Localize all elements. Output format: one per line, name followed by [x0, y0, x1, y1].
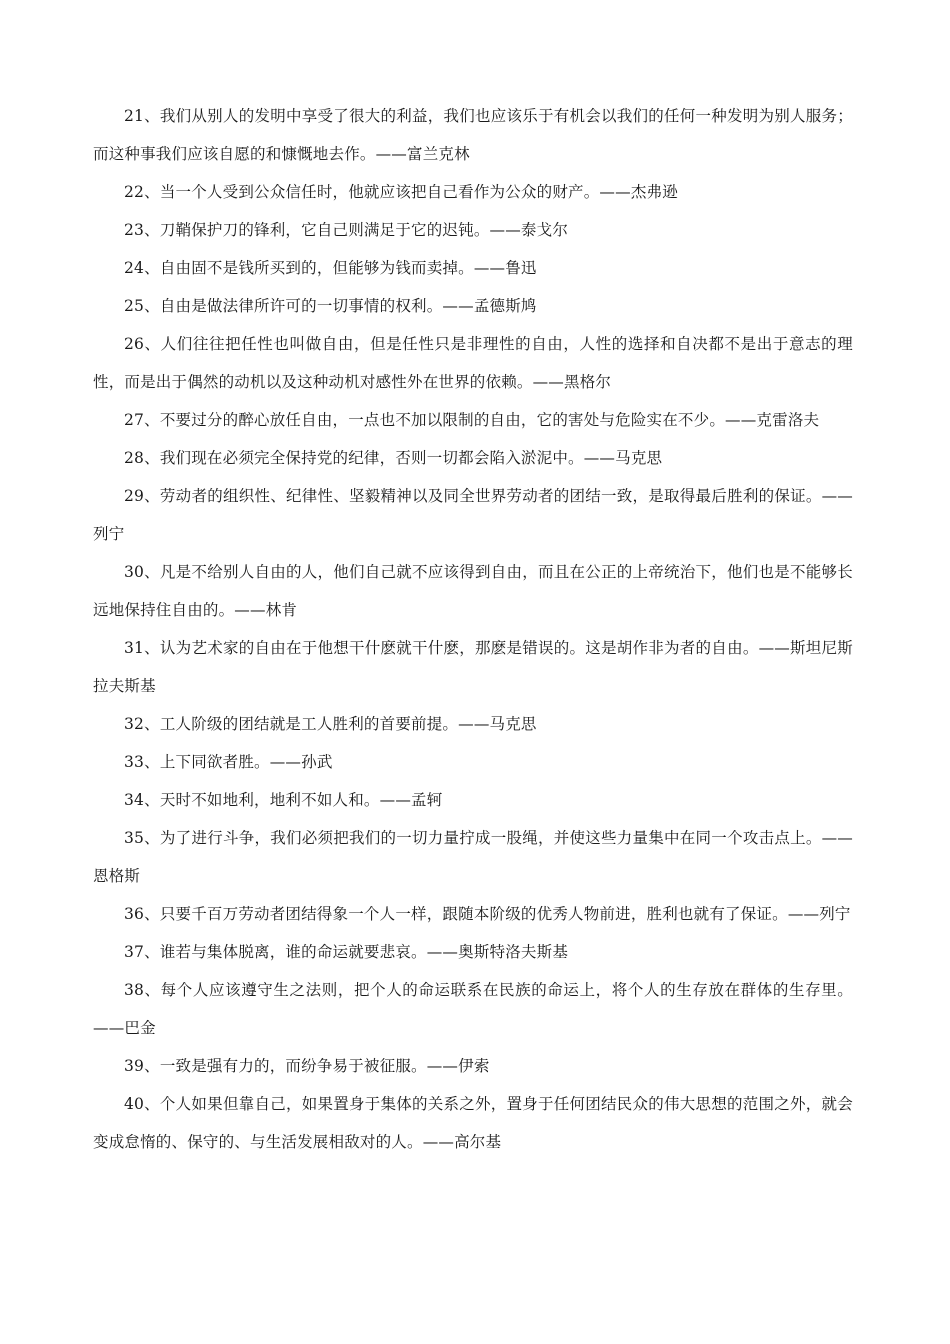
quote-item: 37、谁若与集体脱离，谁的命运就要悲哀。——奥斯特洛夫斯基	[124, 943, 569, 961]
quote-item: 26、人们往往把任性也叫做自由，但是任性只是非理性的自由，人性的选择和自决都不是出于意志的理性，而是出于偶然的动机以及这种动机对感性外在世界的依赖。——黑格尔	[93, 335, 853, 391]
quote-item: 21、我们从别人的发明中享受了很大的利益，我们也应该乐于有机会以我们的任何一种发明为别人服务；而这种事我们应该自愿的和慷慨地去作。——富兰克林	[93, 107, 853, 163]
quote-list	[93, 97, 853, 1161]
quote-item: 28、我们现在必须完全保持党的纪律，否则一切都会陷入淤泥中。——马克思	[124, 449, 663, 467]
quote-item: 31、认为艺术家的自由在于他想干什麽就干什麽，那麽是错误的。这是胡作非为者的自由。——斯坦尼斯拉夫斯基	[93, 639, 853, 695]
quote-item: 35、为了进行斗争，我们必须把我们的一切力量拧成一股绳，并使这些力量集中在同一个攻击点上。——恩格斯	[93, 829, 853, 885]
quote-item: 33、上下同欲者胜。——孙武	[124, 753, 333, 771]
quote-item: 32、工人阶级的团结就是工人胜利的首要前提。——马克思	[124, 715, 537, 733]
quote-item: 36、只要千百万劳动者团结得象一个人一样，跟随本阶级的优秀人物前进，胜利也就有了保证。——列宁	[124, 905, 851, 923]
quote-item: 22、当一个人受到公众信任时，他就应该把自己看作为公众的财产。——杰弗逊	[124, 183, 678, 201]
quote-item: 29、劳动者的组织性、纪律性、坚毅精神以及同全世界劳动者的团结一致，是取得最后胜利的保证。——列宁	[93, 487, 853, 543]
quote-item: 27、不要过分的醉心放任自由，一点也不加以限制的自由，它的害处与危险实在不少。——克雷洛夫	[124, 411, 820, 429]
quote-item: 30、凡是不给别人自由的人，他们自己就不应该得到自由，而且在公正的上帝统治下，他们也是不能够长远地保持住自由的。——林肯	[93, 563, 853, 619]
quote-item: 23、刀鞘保护刀的锋利，它自己则满足于它的迟钝。——泰戈尔	[124, 221, 569, 239]
quote-item: 34、天时不如地利，地利不如人和。——孟轲	[124, 791, 443, 809]
quote-item: 25、自由是做法律所许可的一切事情的权利。——孟德斯鸠	[124, 297, 537, 315]
quote-item: 38、每个人应该遵守生之法则，把个人的命运联系在民族的命运上，将个人的生存放在群体的生存里。——巴金	[93, 981, 853, 1037]
quote-item: 40、个人如果但靠自己，如果置身于集体的关系之外，置身于任何团结民众的伟大思想的范围之外，就会变成怠惰的、保守的、与生活发展相敌对的人。——高尔基	[93, 1095, 853, 1151]
quote-item: 39、一致是强有力的，而纷争易于被征服。——伊索	[124, 1057, 490, 1075]
quote-item: 24、自由固不是钱所买到的，但能够为钱而卖掉。——鲁迅	[124, 259, 537, 277]
